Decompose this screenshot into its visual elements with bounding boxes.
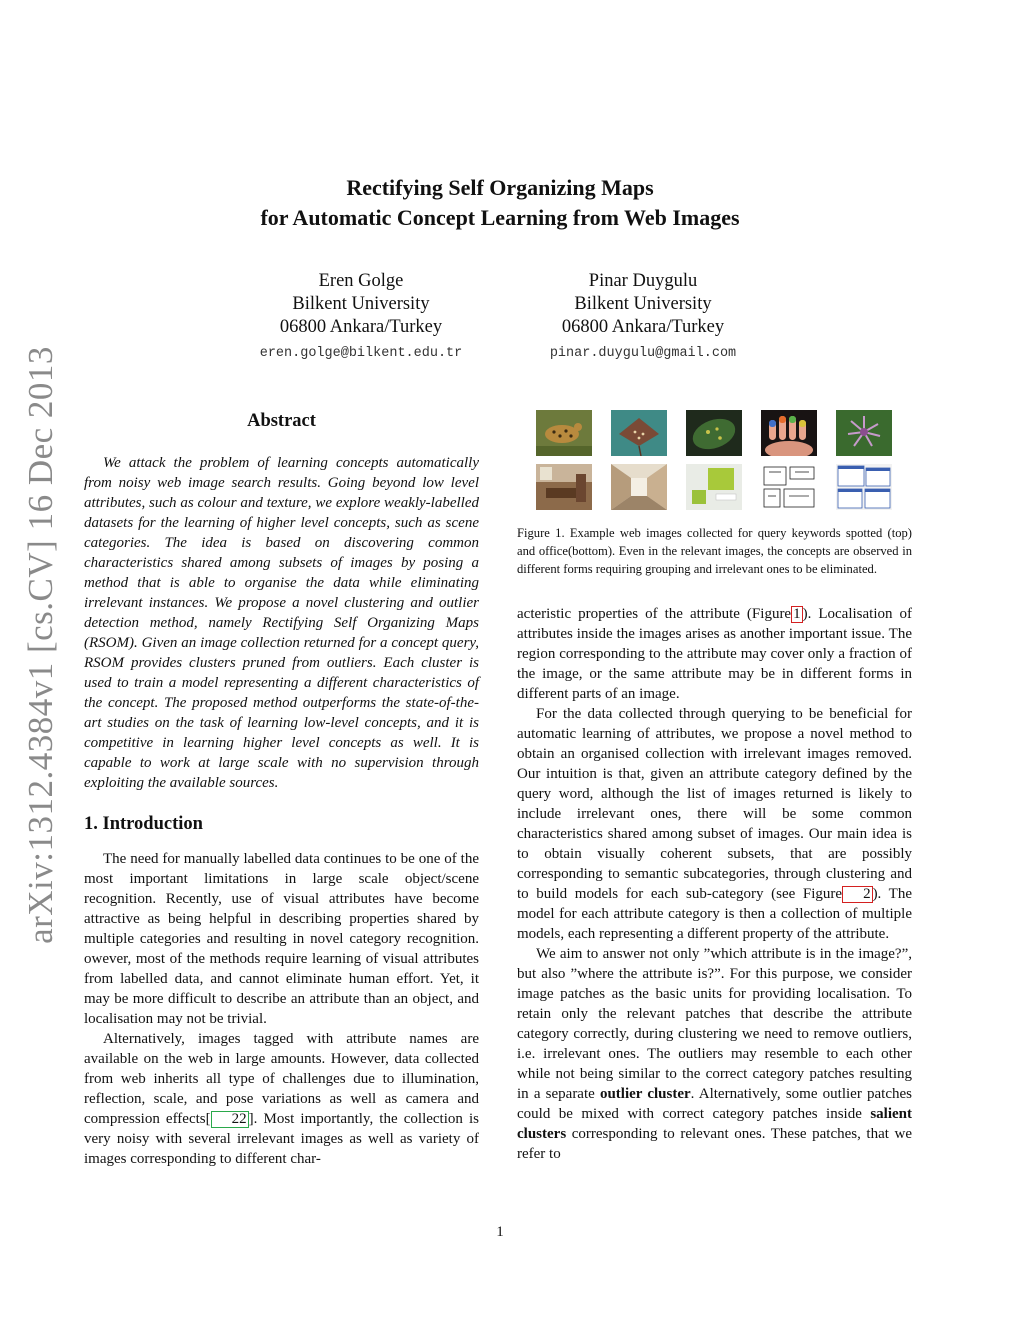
abstract-heading: Abstract [247, 411, 316, 431]
paragraph-text: For the data collected through querying to be beneficial for automatic learning of attributes, we propose a novel method to obtain an organised collection with irrelevant images removed. Our intuition is that, given an attribute category defined by the query word, although the list of images returned is likely to include irrelevant ones, there will be some common characteristics shared among subset of images. Our main idea is to obtain visually coherent subsets, that are possibly corresponding to semantic subcategories, through clustering and to build models for each sub-category (see Figure [517, 706, 912, 902]
office-green-interior-image [686, 464, 742, 510]
office-room-image [536, 464, 592, 510]
paper-title-line-1: Rectifying Self Organizing Maps [346, 175, 654, 200]
paragraph-text: . Alternatively, some outlier patches could be mixed with correct category patches inside [517, 1086, 912, 1122]
section-heading-introduction: 1. Introduction [84, 814, 203, 834]
citation-link-22[interactable]: 22 [211, 1111, 249, 1128]
author-address: 06800 Ankara/Turkey [561, 317, 725, 337]
author-affiliation: Bilkent University [292, 294, 430, 314]
figure-1-image-grid [536, 410, 912, 510]
paragraph-text: ). Localisation of attributes inside the images arises as another important issue. The region corresponding to the attribute may cover only a fraction of the image, or the same attribute may be in different forms in different parts of an image. [517, 606, 912, 702]
spotted-leaf-image [686, 410, 742, 456]
arxiv-identifier-text: arXiv:1312.4384v1 [cs.CV] 16 Dec 2013 [21, 346, 61, 944]
paragraph-text: Alternatively, images tagged with attribute names are available on the web in large amounts. However, data collected from web inherits all type of challenges due to illumination, reflection, scale, and pose variations as well as camera and compression effects[ [84, 1031, 479, 1127]
spotted-stingray-image [611, 410, 667, 456]
introduction-paragraph-1: The need for manually labelled data continues to be one of the most important limitations in large scale object/scene recognition. Recently, use of visual attributes have become attractive as being helpful in describing properties shared by multiple categories and resulting in novel category recognition. owever, most of the methods require learning of visual attributes from labelled data, and cannot eliminate human effort. Yet, it may be more difficult to describe an attribute than an object, and localisation may not be trivial. [84, 851, 479, 1027]
term-salient-clusters: salient clusters [517, 1106, 912, 1142]
spotted-nails-image [761, 410, 817, 456]
right-column-paragraph-2 [517, 704, 912, 944]
author-email: pinar.duygulu@gmail.com [549, 346, 737, 361]
paper-title [0, 173, 1000, 233]
right-column-paragraph-3 [517, 944, 912, 1164]
term-outlier-cluster: outlier cluster [599, 1086, 691, 1102]
paragraph-text: We aim to answer not only ”which attribute is in the image?”, but also ”where the attribute is?”. For this purpose, we consider image patches as the basic units for providing localisation. To retain only the relevant patches that describe the attribute category correctly, during clustering we need to remove outliers, i.e. irrelevant ones. The outliers may resemble to each other while not being similar to the correct category patches resulting in a separate [517, 946, 912, 1102]
right-column-paragraph-1 [517, 604, 912, 704]
author-address: 06800 Ankara/Turkey [279, 317, 443, 337]
figure-link-1[interactable]: 1 [793, 606, 801, 622]
office-software-screenshot-image [836, 464, 892, 510]
right-column [517, 408, 912, 1164]
figure-1-caption: Figure 1. Example web images collected for query keywords spotted (top) and office(bottom). Even in the relevant images, the concepts are observed in different forms requiring grouping and irrelevant ones to be eliminated. [517, 526, 912, 576]
author-block-1 [211, 270, 511, 365]
abstract-text: We attack the problem of learning concepts automatically from noisy web image search results. Going beyond low level attributes, such as colour and texture, we explore weakly-labelled datasets for the learning of higher level concepts, such as scene categories. The idea is based on discovering common characteristics shared among subsets of images by posing a method that is able to organise the data while eliminating irrelevant instances. We propose a novel clustering and outlier detection method, namely Rectifying Self Organizing Maps (RSOM). Given an image collection returned for a concept query, RSOM provides clusters pruned from outliers. Each cluster is used to train a model representing a different characteristics of the concept. The proposed method outperforms the state-of-the-art studies on the task of learning low-level concepts, and it is competitive in learning higher level concepts as well. It is capable to work at large scale with no supervision through exploiting the available sources. [84, 455, 479, 791]
paragraph-text: acteristic properties of the attribute (Figure [517, 606, 792, 622]
office-corridor-image [611, 464, 667, 510]
figure-link-2[interactable]: 2 [842, 886, 873, 903]
arxiv-identifier-margin [19, 346, 63, 944]
left-column [84, 408, 479, 1169]
author-affiliation: Bilkent University [574, 294, 712, 314]
introduction-paragraph-2 [84, 1029, 479, 1169]
paragraph-text: ). The model for each attribute category is then a collection of multiple models, each representing a different property of the attribute. [517, 886, 912, 942]
spotted-flower-image [836, 410, 892, 456]
spotted-cheetah-image [536, 410, 592, 456]
paper-title-line-2: for Automatic Concept Learning from Web Images [260, 205, 740, 230]
author-email: eren.golge@bilkent.edu.tr [259, 346, 463, 361]
author-block-2 [493, 270, 793, 365]
author-name: Pinar Duygulu [588, 271, 698, 291]
page-number: 1 [496, 1224, 504, 1240]
author-name: Eren Golge [318, 271, 404, 291]
paragraph-text: corresponding to relevant ones. These patches, that we refer to [517, 1126, 912, 1162]
paragraph-text: ]. Most importantly, the collection is very noisy with several irrelevant images as well as variety of images corresponding to different char- [84, 1111, 479, 1167]
office-floorplan-image [761, 464, 817, 510]
